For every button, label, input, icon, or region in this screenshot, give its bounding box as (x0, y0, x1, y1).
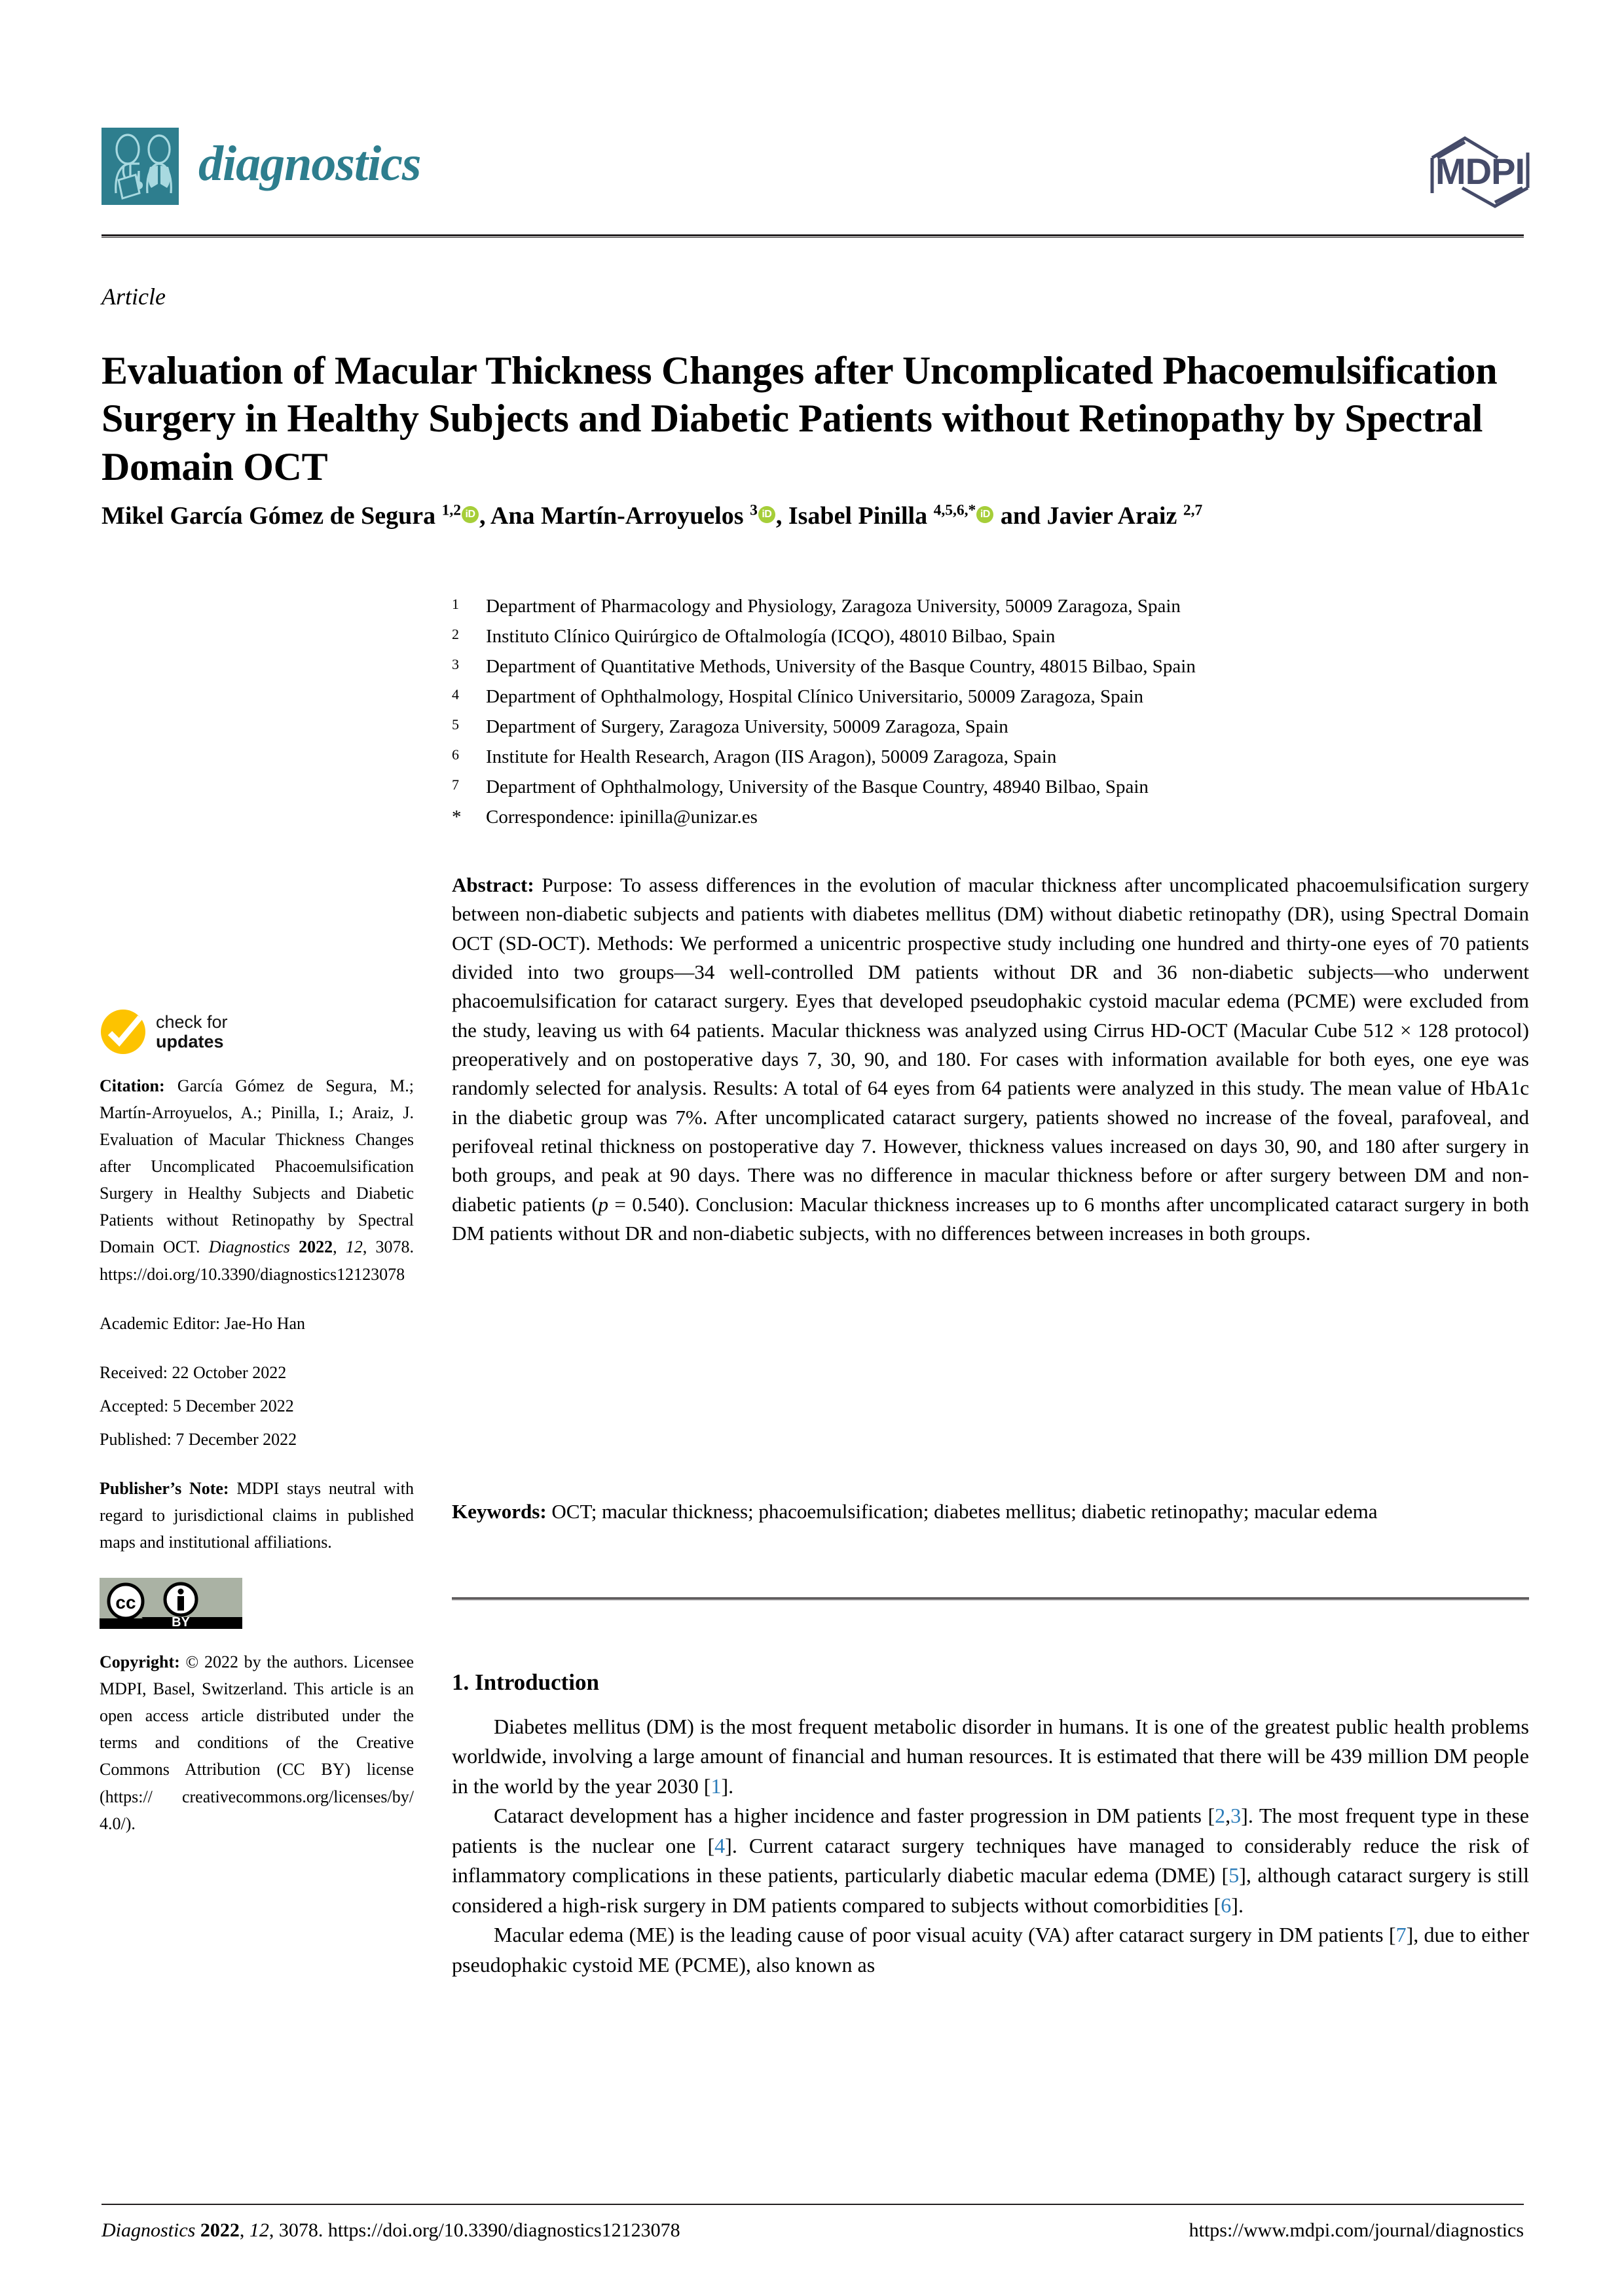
affiliation-text: Department of Ophthalmology, University of the Basque Country, 48940 Bilbao, Spain (486, 776, 1149, 797)
affiliation-text: Instituto Clínico Quirúrgico de Oftalmología (ICQO), 48010 Bilbao, Spain (486, 626, 1056, 647)
page-footer (101, 2219, 1524, 2242)
footer-divider (101, 2204, 1524, 2205)
cfu-line-1: check for (156, 1011, 228, 1032)
abstract-divider (452, 1597, 1529, 1600)
author-list: Mikel García Gómez de Segura $^{1,2}$ iD , Ana Martín-Arroyuelos $^3$ iD , Isabel Pinilla $^{4,5,6,*}$ iD and Javier Araiz $^{2,7}$ (101, 501, 1203, 530)
paragraph: Diabetes mellitus (DM) is the most frequent metabolic disorder in humans. It is one of the greatest public health problems worldwide, involving a large amount of financial and human resources. It is estimated that there will be 439 million DM people in the world by the year 2030 [1]. (452, 1715, 1529, 1798)
affiliation-number: 6 (452, 746, 459, 763)
creative-commons-by-icon[interactable] (100, 1578, 242, 1629)
affiliation-number: 7 (452, 776, 459, 793)
affiliation-number: 4 (452, 686, 459, 702)
page-title: Evaluation of Macular Thickness Changes after Uncomplicated Phacoemulsification Surgery in Healthy Subjects and Diabetic Patients without Retinopathy by Spectral Domain OCT (101, 349, 1498, 488)
affiliation-list (452, 597, 1526, 838)
affiliation-item (452, 687, 1526, 706)
header-divider (101, 234, 1524, 238)
affiliation-text: Department of Surgery, Zaragoza University, 50009 Zaragoza, Spain (486, 716, 1008, 737)
paragraph: Macular edema (ME) is the leading cause of poor visual acuity (VA) after cataract surgery in DM patients [7], due to either pseudophakic cystoid ME (PCME), also known as (452, 1923, 1530, 1977)
citation-block: Citation: García Gómez de Segura, M.; Martín-Arroyuelos, A.; Pinilla, I.; Araiz, J. Evaluation of Macular Thickness Changes after Uncomplicated Phacoemulsification Surgery in Healthy Subjects and Diabetic Patients without Retinopathy by Spectral Domain OCT. Diagnostics 2022, 12, 3078. https://doi.org/10.3390/diagnostics12123078 (100, 1076, 414, 1284)
footer-journal-url[interactable]: https://www.mdpi.com/journal/diagnostics (1189, 2219, 1524, 2241)
check-for-updates-label (156, 1012, 228, 1051)
affiliation-number: 3 (452, 656, 459, 672)
affiliation-item (452, 597, 1526, 616)
svg-text:cc: cc (115, 1592, 136, 1613)
affiliation-text: Department of Quantitative Methods, University of the Basque Country, 48015 Bilbao, Spain (486, 656, 1196, 677)
introduction-body (452, 1712, 1529, 1980)
check-for-updates-badge[interactable] (100, 1008, 414, 1055)
keywords-section: Keywords: OCT; macular thickness; phacoemulsification; diabetes mellitus; diabetic retinopathy; macular edema (452, 1500, 1378, 1523)
sidebar-metadata (100, 1008, 414, 1859)
affiliation-item (452, 748, 1526, 767)
received-date: Received: 22 October 2022 (100, 1362, 287, 1382)
article-type-label: Article (101, 283, 166, 310)
affiliation-text: Institute for Health Research, Aragon (IIS Aragon), 50009 Zaragoza, Spain (486, 746, 1057, 767)
checkmark-icon (100, 1008, 147, 1055)
mdpi-logo-icon (1418, 133, 1542, 211)
journal-name: diagnostics (198, 136, 421, 191)
affiliation-number: 1 (452, 596, 459, 612)
svg-text:BY: BY (172, 1615, 190, 1630)
published-date: Published: 7 December 2022 (100, 1429, 297, 1449)
affiliation-text: Department of Ophthalmology, Hospital Clínico Universitario, 50009 Zaragoza, Spain (486, 686, 1144, 707)
page-header (101, 128, 1542, 232)
cfu-line-2: updates (156, 1032, 224, 1051)
affiliation-item (452, 627, 1526, 646)
copyright-block: Copyright: © 2022 by the authors. Licensee MDPI, Basel, Switzerland. This article is an open access article distributed under the terms and conditions of the Creative Commons Attribution (CC BY) license (https:// creativecommons.org/licenses/by/ 4.0/). (100, 1652, 414, 1833)
paragraph: Cataract development has a higher incidence and faster progression in DM patients [2,3]. The most frequent type in these patients is the nuclear one [4]. Current cataract surgery techniques have managed to considerably reduce the risk of inflammatory complications in these patients, particularly diabetic macular edema (DME) [5], although cataract surgery is still considered a high-risk surgery in DM patients compared to subjects without comorbidities [6]. (452, 1804, 1530, 1917)
accepted-date: Accepted: 5 December 2022 (100, 1396, 294, 1415)
affiliation-item (452, 718, 1526, 737)
correspondence-item (452, 808, 1526, 827)
svg-text:MDPI: MDPI (1435, 151, 1524, 192)
abstract-section: Abstract: Purpose: To assess differences in the evolution of macular thickness after uncomplicated phacoemulsification surgery between non-diabetic subjects and patients with diabetes mellitus (DM) without diabetic retinopathy (DR), using Spectral Domain OCT (SD-OCT). Methods: We performed a unicentric prospective study including one hundred and thirty-one eyes of 70 patients divided into two groups—34 well-controlled DM patients without DR and 36 non-diabetic subjects—who underwent phacoemulsification for cataract surgery. Eyes that developed pseudophakic cystoid macular edema (PCME) were excluded from the study, leaving us with 64 patients. Macular thickness was analyzed using Cirrus HD-OCT (Macular Cube 512 × 128 protocol) preoperatively and on postoperative days 7, 30, 90, and 180. For cases with information available for both eyes, one eye was randomly selected for analysis. Results: A total of 64 eyes from 64 patients were analyzed in this study. The mean value of HbA1c in the diabetic group was 7%. After uncomplicated cataract surgery, patients showed no increase of the foveal, parafoveal, and perifoveal retinal thickness on postoperative day 7. However, thickness values increased on days 30, 90, and 180 after surgery in both groups, and peak at 90 days. There was no difference in macular thickness before or after surgery between DM and non-diabetic patients (p = 0.540). Conclusion: Macular thickness increases up to 6 months after uncomplicated cataract surgery in both DM patients without DR and non-diabetic subjects, with no differences between increases in both groups. (452, 873, 1529, 1245)
affiliation-item (452, 657, 1526, 676)
academic-editor: Academic Editor: Jae-Ho Han (100, 1313, 306, 1333)
affiliation-text: Department of Pharmacology and Physiology, Zaragoza University, 50009 Zaragoza, Spain (486, 596, 1181, 617)
affiliation-item (452, 778, 1526, 797)
correspondence-text[interactable]: Correspondence: ipinilla@unizar.es (486, 807, 758, 828)
journal-logo (101, 128, 421, 205)
diagnostics-emblem-icon (101, 128, 179, 205)
footer-citation: Diagnostics 2022, 12, 3078. https://doi.org/10.3390/diagnostics12123078 (101, 2219, 680, 2241)
correspondence-marker: * (452, 807, 462, 828)
publisher-note: Publisher’s Note: MDPI stays neutral with regard to jurisdictional claims in published maps and institutional affiliations. (100, 1478, 414, 1552)
affiliation-number: 5 (452, 716, 459, 733)
affiliation-number: 2 (452, 626, 459, 642)
section-heading-introduction: 1. Introduction (452, 1669, 599, 1695)
